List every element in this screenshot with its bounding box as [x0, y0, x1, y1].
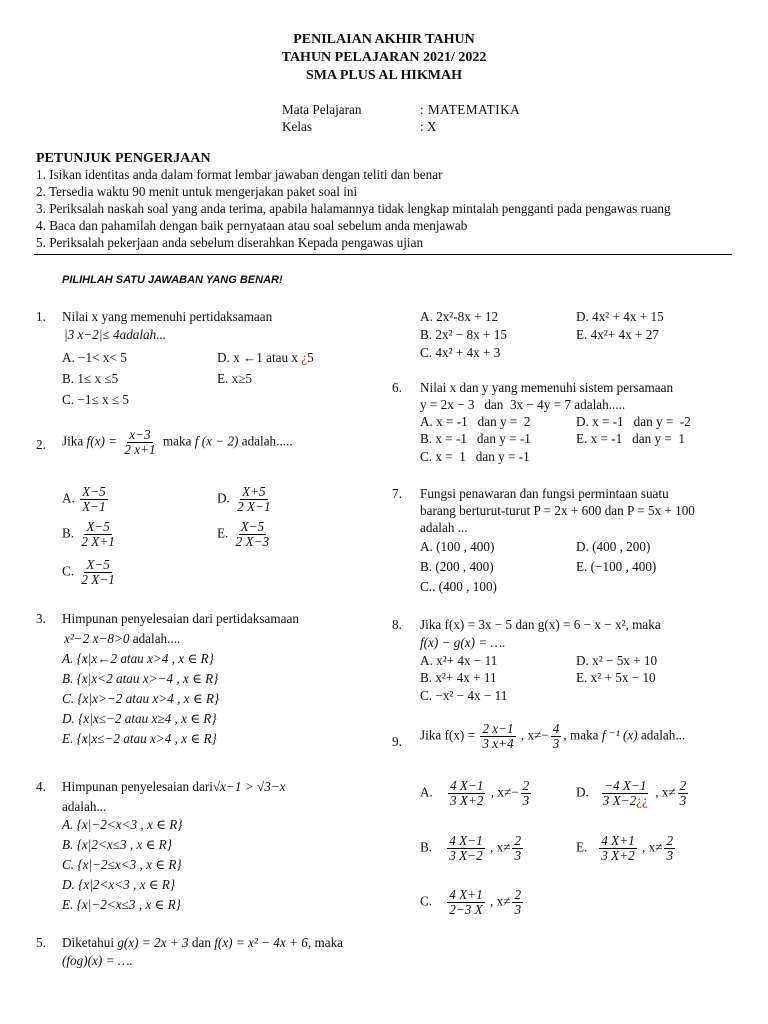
instruction-item: 2. Tersedia waktu 90 menit untuk mengerjakan paket soal ini — [36, 184, 358, 199]
question-8-line2: f(x) − g(x) = …. — [420, 635, 506, 650]
option-6d[interactable]: D. x = -1 dan y = -2 — [576, 414, 691, 429]
option-6e[interactable]: E. x = -1 dan y = 1 — [576, 431, 686, 446]
option-8a[interactable]: A. x²+ 4x − 11 — [420, 653, 498, 668]
instruction-item: 5. Periksalah pekerjaan anda sebelum diserahkan Kepada pengawas ujian — [36, 235, 424, 250]
question-5-number: 5. — [36, 935, 46, 950]
option-9d[interactable]: D. $\frac{-4 X-1}{3 X-2¿¿}$ , x≠ $\frac{2}{3}$ — [576, 778, 687, 808]
option-9e[interactable]: E. $\frac{4 X+1}{3 X+2}$ , x≠ $\frac{2}{3}$ — [576, 833, 674, 863]
option-7d[interactable]: D. (400 , 200) — [576, 539, 651, 554]
option-2c[interactable]: C. $\frac{X-5}{2 X-1}$ — [62, 557, 115, 587]
question-1-stem: Nilai x yang memenuhi pertidaksamaan — [62, 309, 273, 324]
question-7-line3: adalah ... — [420, 520, 468, 535]
option-2d[interactable]: D. $\frac{X+5}{2 X-1}$ — [217, 484, 271, 514]
option-3c[interactable]: C. {x|x>−2 atau x>4 , x ∈ R} — [62, 691, 220, 706]
rendering-artifact-mark: ¿ — [301, 350, 308, 365]
class-label: Kelas — [282, 119, 313, 134]
instructions-heading: PETUNJUK PENGERJAAN — [36, 151, 211, 166]
fraction: $\frac{x-3}{2 x+1}$ — [124, 427, 156, 457]
option-5c[interactable]: C. 4x² + 4x + 3 — [420, 345, 501, 360]
question-3-expression: x²−2 x−8>0 adalah.... — [64, 631, 181, 646]
option-2e[interactable]: E. $\frac{X-5}{2 X-3}$ — [217, 519, 270, 549]
option-8b[interactable]: B. x²+ 4x + 11 — [420, 670, 497, 685]
academic-year: TAHUN PELAJARAN 2021/ 2022 — [281, 50, 487, 65]
instruction-item: 3. Periksalah naskah soal yang anda terima, apabila halamannya tidak lengkap mintalah pengganti pada pengawas ruang — [36, 201, 671, 216]
question-8-number: 8. — [392, 617, 402, 632]
option-6c[interactable]: C. x = 1 dan y = -1 — [420, 449, 530, 464]
option-2b[interactable]: B. $\frac{X-5}{2 X+1}$ — [62, 519, 115, 549]
option-7b[interactable]: B. (200 , 400) — [420, 559, 494, 574]
question-5-stem: Diketahui g(x) = 2x + 3 dan f(x) = x² − 4x + 6, maka — [62, 935, 344, 950]
subject-label: Mata Pelajaran — [282, 102, 362, 117]
question-4-stem: Himpunan penyelesaian dari√x−1 > √3−x — [62, 779, 286, 794]
option-5d[interactable]: D. 4x² + 4x + 15 — [576, 309, 664, 324]
divider-line — [34, 254, 732, 255]
option-4a[interactable]: A. {x|−2<x<3 , x ∈ R} — [62, 817, 183, 832]
option-9c[interactable]: C. $\frac{4 X+1}{2-3 X}$ , x≠ $\frac{2}{3}$ — [420, 887, 522, 917]
option-1e[interactable]: E. x≥5 — [217, 371, 253, 386]
section-title: PILIHLAH SATU JAWABAN YANG BENAR! — [62, 274, 283, 286]
school-name: SMA PLUS AL HIKMAH — [306, 68, 462, 83]
option-5b[interactable]: B. 2x² − 8x + 15 — [420, 327, 507, 342]
option-4c[interactable]: C. {x|−2≤x<3 , x ∈ R} — [62, 857, 182, 872]
question-5-composition: (fog)(x) = …. — [62, 953, 133, 968]
option-3d[interactable]: D. {x|x≤−2 atau x≥4 , x ∈ R} — [62, 711, 217, 726]
question-6-number: 6. — [392, 380, 402, 395]
option-7c[interactable]: C.. (400 , 100) — [420, 579, 497, 594]
option-3b[interactable]: B. {x|x<2 atau x>−4 , x ∈ R} — [62, 671, 219, 686]
option-6b[interactable]: B. x = -1 dan y = -1 — [420, 431, 531, 446]
option-3e[interactable]: E. {x|x≤−2 atau x>4 , x ∈ R} — [62, 731, 217, 746]
question-2-number: 2. — [36, 437, 46, 452]
option-6a[interactable]: A. x = -1 dan y = 2 — [420, 414, 531, 429]
instruction-item: 4. Baca dan pahamilah dengan baik pernyataan atau soal sebelum anda menjawab — [36, 218, 468, 233]
question-2-stem: Jika f(x) = $\frac{x-3}{2 x+1}$ maka f (x − 2) adalah..... — [62, 427, 293, 457]
option-3a[interactable]: A. {x|x←2 atau x>4 , x ∈ R} — [62, 651, 214, 666]
question-6-stem: Nilai x dan y yang memenuhi sistem persamaan — [420, 380, 674, 395]
option-4b[interactable]: B. {x|2<x≤3 , x ∈ R} — [62, 837, 173, 852]
instruction-item: 1. Isikan identitas anda dalam format lembar jawaban dengan teliti dan benar — [36, 167, 443, 182]
question-3-stem: Himpunan penyelesaian dari pertidaksamaan — [62, 611, 299, 626]
question-6-system: y = 2x − 3 dan 3x − 4y = 7 adalah..... — [420, 397, 626, 412]
question-4-number: 4. — [36, 779, 46, 794]
question-1-number: 1. — [36, 309, 46, 324]
question-3-number: 3. — [36, 611, 46, 626]
option-9b[interactable]: B. $\frac{4 X-1}{3 X-2}$ , x≠ $\frac{2}{3}$ — [420, 833, 522, 863]
question-7-line2: barang berturut-turut P = 2x + 600 dan P = 5x + 100 — [420, 503, 695, 518]
rendering-artifact-mark: ¿¿ — [636, 792, 648, 808]
option-8d[interactable]: D. x² − 5x + 10 — [576, 653, 658, 668]
question-9-number: 9. — [392, 734, 402, 749]
option-7e[interactable]: E. (−100 , 400) — [576, 559, 657, 574]
option-1d[interactable]: D. x ←1 atau x ¿5 — [217, 350, 314, 365]
option-5e[interactable]: E. 4x²+ 4x + 27 — [576, 327, 659, 342]
option-8e[interactable]: E. x² + 5x − 10 — [576, 670, 656, 685]
option-7a[interactable]: A. (100 , 400) — [420, 539, 495, 554]
option-4d[interactable]: D. {x|2<x<3 , x ∈ R} — [62, 877, 176, 892]
option-4e[interactable]: E. {x|−2<x≤3 , x ∈ R} — [62, 897, 181, 912]
option-8c[interactable]: C. −x² − 4x − 11 — [420, 688, 508, 703]
option-1a[interactable]: A. −1< x< 5 — [62, 350, 127, 365]
question-4-tail: adalah... — [62, 799, 107, 814]
question-7-line1: Fungsi penawaran dan fungsi permintaan suatu — [420, 486, 669, 501]
option-1b[interactable]: B. 1≤ x ≤5 — [62, 371, 119, 386]
question-8-line1: Jika f(x) = 3x − 5 dan g(x) = 6 − x − x², maka — [420, 617, 661, 632]
question-9-stem: Jika f(x) = $\frac{2 x-1}{3 x+4}$ , x≠− $\frac{4}{3}$ , maka f ⁻¹ (x) adalah... — [420, 721, 686, 751]
question-7-number: 7. — [392, 486, 402, 501]
exam-title: PENILAIAN AKHIR TAHUN — [293, 32, 475, 47]
option-2a[interactable]: A. $\frac{X-5}{X-1}$ — [62, 484, 106, 514]
option-1c[interactable]: C. −1≤ x ≤ 5 — [62, 392, 129, 407]
class-value: : X — [420, 119, 437, 134]
question-1-inequality: |3 x−2|≤ 4adalah... — [64, 327, 167, 342]
option-9a[interactable]: A. $\frac{4 X-1}{3 X+2}$ , x≠− $\frac{2}{3}$ — [420, 778, 530, 808]
option-5a[interactable]: A. 2x²-8x + 12 — [420, 309, 499, 324]
subject-value: : MATEMATIKA — [420, 102, 521, 117]
